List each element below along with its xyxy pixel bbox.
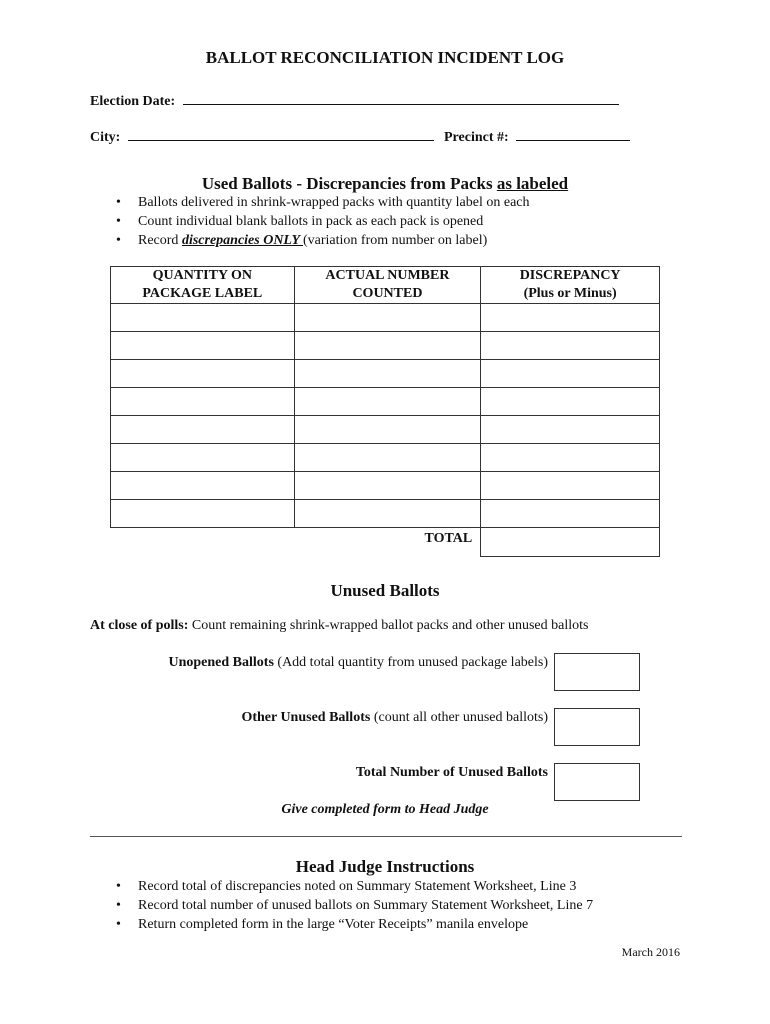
actual-cell[interactable] (294, 304, 481, 332)
total-unused-label: Total Number of Unused Ballots (355, 765, 548, 780)
actual-cell[interactable] (294, 388, 481, 416)
used-ballots-heading (0, 174, 770, 194)
discrepancy-cell[interactable] (481, 388, 660, 416)
list-item: • Count individual blank ballots in pack as each pack is opened (113, 212, 530, 231)
table-header-row (111, 267, 660, 304)
head-judge-heading: Head Judge Instructions (295, 857, 475, 876)
discrepancy-cell[interactable] (481, 360, 660, 388)
discrepancy-cell[interactable] (481, 304, 660, 332)
table-row (111, 472, 660, 500)
discrepancy-cell[interactable] (481, 416, 660, 444)
table-row (111, 416, 660, 444)
close-text: Count remaining shrink-wrapped ballot packs and other unused ballots (188, 618, 589, 633)
quantity-cell[interactable] (111, 500, 295, 528)
close-bold: At close of polls: (90, 618, 189, 633)
discrepancy-cell[interactable] (481, 332, 660, 360)
table-row (111, 444, 660, 472)
list-item: • Record total of discrepancies noted on Summary Statement Worksheet, Line 3 (113, 877, 593, 896)
actual-cell[interactable] (294, 332, 481, 360)
total-row (111, 528, 660, 557)
table-row (111, 332, 660, 360)
city-row (90, 126, 434, 146)
quantity-cell[interactable] (111, 332, 295, 360)
give-form-note: Give completed form to Head Judge (281, 802, 489, 817)
quantity-cell[interactable] (111, 388, 295, 416)
actual-cell[interactable] (294, 444, 481, 472)
list-item: • Return completed form in the large “Voter Receipts” manila envelope (113, 915, 593, 934)
actual-cell[interactable] (294, 472, 481, 500)
list-item: • Record total number of unused ballots on Summary Statement Worksheet, Line 7 (113, 896, 593, 915)
election-date-field[interactable] (183, 90, 619, 105)
col-header-quantity: QUANTITY ON PACKAGE LABEL (111, 267, 295, 304)
discrepancy-cell[interactable] (481, 444, 660, 472)
other-unused-label: Other Unused Ballots (count all other unused ballots) (241, 710, 548, 725)
footer-date: March 2016 (621, 945, 680, 959)
bullet3-tail: (variation from number on label) (303, 233, 488, 248)
other-unused-box[interactable] (554, 708, 640, 746)
page-title: BALLOT RECONCILIATION INCIDENT LOG (205, 48, 565, 67)
bullet3-text: Record (138, 233, 182, 248)
actual-cell[interactable] (294, 500, 481, 528)
list-item: • Ballots delivered in shrink-wrapped packs with quantity label on each (113, 193, 530, 212)
city-label: City: (90, 130, 121, 145)
discrepancy-cell[interactable] (481, 500, 660, 528)
discrepancy-table (110, 266, 660, 557)
table-row (111, 304, 660, 332)
election-date-label: Election Date: (90, 94, 176, 109)
total-discrepancy-cell[interactable] (481, 528, 660, 557)
election-date-row (90, 90, 619, 110)
quantity-cell[interactable] (111, 444, 295, 472)
actual-cell[interactable] (294, 416, 481, 444)
quantity-cell[interactable] (111, 472, 295, 500)
quantity-cell[interactable] (111, 416, 295, 444)
precinct-label: Precinct #: (444, 130, 509, 145)
list-item (113, 231, 530, 250)
used-heading-text: Used Ballots - Discrepancies from Packs (201, 174, 497, 193)
total-unused-box[interactable] (554, 763, 640, 801)
city-field[interactable] (128, 126, 434, 141)
used-bullet-list (113, 193, 530, 250)
used-heading-underlined: as labeled (496, 174, 569, 193)
divider (90, 836, 682, 837)
precinct-row (444, 126, 630, 146)
actual-cell[interactable] (294, 360, 481, 388)
total-label: TOTAL (294, 528, 481, 557)
head-judge-list (113, 877, 593, 934)
unopened-ballots-box[interactable] (554, 653, 640, 691)
bullet3-emphasis: discrepancies ONLY (181, 233, 303, 248)
table-row (111, 388, 660, 416)
discrepancy-cell[interactable] (481, 472, 660, 500)
precinct-field[interactable] (516, 126, 630, 141)
close-of-polls-line (90, 618, 588, 634)
col-header-actual: ACTUAL NUMBER COUNTED (294, 267, 481, 304)
col-header-discrepancy: DISCREPANCY (Plus or Minus) (481, 267, 660, 304)
unused-ballots-heading: Unused Ballots (330, 581, 440, 600)
quantity-cell[interactable] (111, 360, 295, 388)
unopened-ballots-label: Unopened Ballots (Add total quantity from unused package labels) (168, 655, 548, 670)
table-row (111, 360, 660, 388)
quantity-cell[interactable] (111, 304, 295, 332)
table-row (111, 500, 660, 528)
